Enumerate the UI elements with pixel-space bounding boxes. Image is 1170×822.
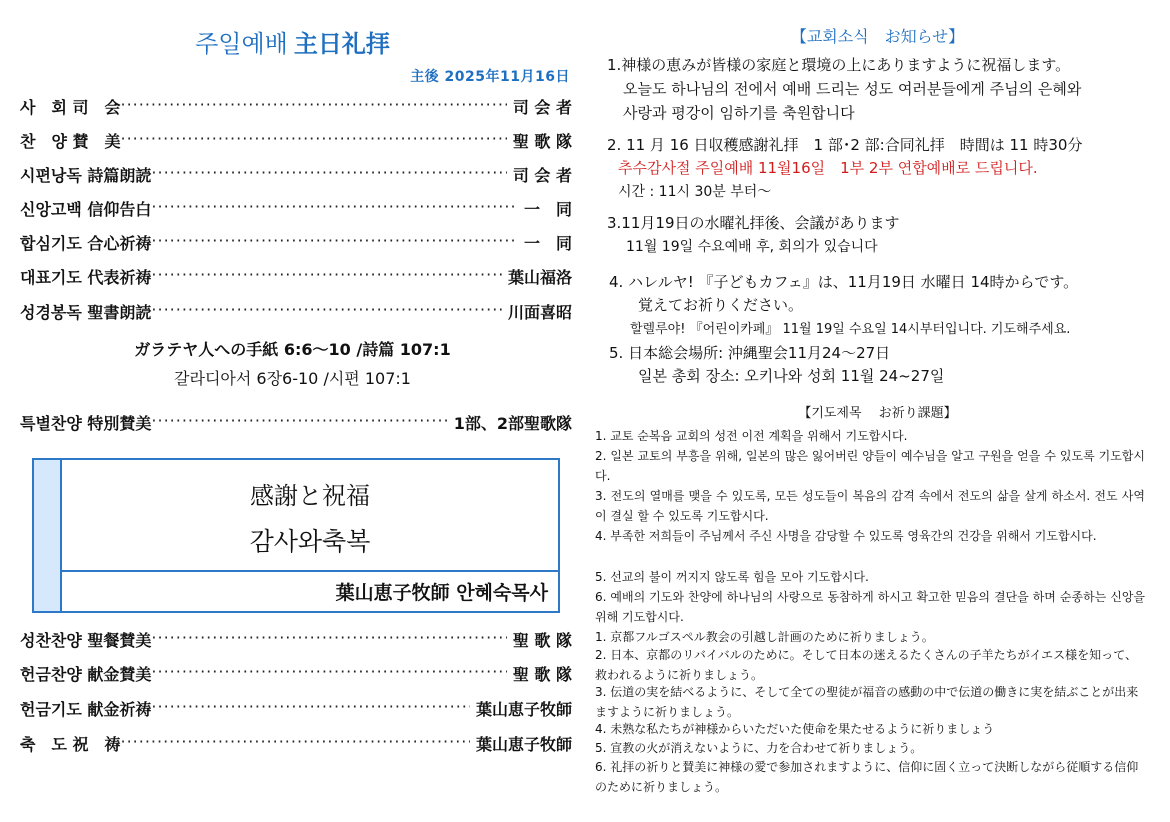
prayer-heading: 【기도제목 お祈り課題】 [798,406,957,421]
scripture-ja: ガラテヤ人への手紙 6:6～10 /詩篇 107:1 [134,340,451,359]
special-hymn: 특별찬양 特別賛美 ····· 1部、2部聖歌隊 [20,411,572,434]
prayer-item: 5. 선교의 불이 꺼지지 않도록 힘을 모아 기도합시다. [595,570,869,584]
program-item: 헌금기도 献金祈祷 ····· 葉山恵子牧師 [20,697,572,720]
service-title-ko: 주일예배 [195,30,288,58]
sermon-title-ko: 감사와축복 [249,527,371,556]
prayer-item: 3. 전도의 열매를 맺을 수 있도록, 모든 성도들이 복음의 감격 속에서 전도의 삶을 살게 하소서. 전도 사역이 결실 할 수 있도록 기도합시다. [595,489,1145,523]
scripture-ko: 갈라디아서 6장6-10 /시편 107:1 [174,369,411,388]
news-line: 일본 총회 장소: 오키나와 성회 11월 24~27일 [638,367,945,385]
program-item: 성찬찬양 聖餐賛美 ····· 聖 歌 隊 [20,628,572,651]
program-item: 헌금찬양 献金賛美 ····· 聖 歌 隊 [20,662,572,685]
prayer-item: 2. 일본 교토의 부흥을 위해, 일본의 많은 잃어버린 양들이 예수님을 알고 구원을 얻을 수 있도록 기도합시다. [595,449,1145,483]
news-line: 5. 日本総会場所: 沖縄聖会11月24～27日 [609,344,891,362]
service-title-ja: 主日礼拝 [293,30,390,58]
program-item: 축 도 祝 祷 ····· 葉山恵子牧師 [20,732,572,755]
news-line: 사랑과 평강이 임하기를 축원합니다 [623,104,855,122]
program-item: 신앙고백 信仰告白 ····· 一 同 [20,197,572,220]
prayer-item: 4. 부족한 저희들이 주님께서 주신 사명을 감당할 수 있도록 영육간의 건강을 위해서 기도합시다. [595,529,1097,543]
prayer-item: 1. 京都フルゴスペル教会の引越し計画のために祈りましょう。 [595,630,934,644]
prayer-item: 6. 예배의 기도와 찬양에 하나님의 사랑으로 동참하게 하시고 확고한 믿음의 결단을 하며 순종하는 신앙을 위해 기도합시다. [595,590,1145,624]
prayer-item: 5. 宣教の火が消えないように、力を合わせて祈りましょう。 [595,741,923,755]
sermon-box-stripe [34,460,62,611]
service-title [0,24,585,59]
prayer-item: 1. 교토 순복음 교회의 성전 이전 계획을 위해서 기도합시다. [595,429,908,443]
service-date: 主後 2025年11月16日 [410,69,570,85]
news-line: 3.11月19日の水曜礼拝後、会議があります [607,214,900,232]
program-item: 시편낭독 詩篇朗読 ····· 司 会 者 [20,163,572,186]
prayer-item: 6. 礼拝の祈りと賛美に神様の愛で参加されますように、信仰に固く立って決断しながら従順する信仰のために祈りましょう。 [595,760,1139,794]
news-line: 1.神様の恵みが皆様の家庭と環境の上にありますように祝福します。 [607,56,1071,74]
program-item: 찬 양 賛 美 ····· 聖 歌 隊 [20,129,572,152]
program-item: 사 회 司 会 ····· 司 会 者 [20,95,572,118]
preacher-name: 葉山恵子牧師 안혜숙목사 [335,582,548,604]
sermon-divider [62,570,558,572]
announcements-column [590,0,1165,822]
news-line: 2. 11 月 16 日収穫感謝礼拝 1 部･2 部:合同礼拝 時間は 11 時30分 [607,136,1083,154]
sermon-box [32,458,560,613]
news-heading: 【교회소식 お知らせ】 [790,27,965,46]
prayer-item: 3. 伝道の実を結べるように、そして全ての聖徒が福音の感動の中で伝道の働きに実を結ぶことが出来ますように祈りましょう。 [595,685,1139,719]
prayer-item: 4. 未熟な私たちが神様からいただいた使命を果たせるように祈りましょう [595,722,995,736]
program-item: 합심기도 合心祈祷 ····· 一 同 [20,231,572,254]
program-item: 성경봉독 聖書朗読 ····· 川面喜昭 [20,300,572,323]
sermon-title-ja: 感謝と祝福 [250,482,370,510]
prayer-item: 2. 日本、京都のリバイバルのために。そして日本の迷えるたくさんの子羊たちがイエス様を知って、救われるように祈りましょう。 [595,648,1137,682]
program-item: 대표기도 代表祈祷 ····· 葉山福洛 [20,265,572,288]
news-line: 오늘도 하나님의 전에서 예배 드리는 성도 여러분들에게 주님의 은혜와 [623,80,1082,98]
news-line-highlight: 추수감사절 주일예배 11월16일 1부 2부 연합예배로 드립니다. [618,159,1038,177]
news-line: 4. ハレルヤ! 『子どもカフェ』は、11月19日 水曜日 14時からです。 [609,273,1079,291]
news-line: 할렐루야! 『어린이카페』 11월 19일 수요일 14시부터입니다. 기도해주세요. [630,322,1071,337]
news-line: 覚えてお祈りください。 [638,296,804,314]
news-line: 시간 : 11시 30분 부터～ [618,184,772,200]
news-line: 11월 19일 수요예배 후, 회의가 있습니다 [626,239,878,255]
